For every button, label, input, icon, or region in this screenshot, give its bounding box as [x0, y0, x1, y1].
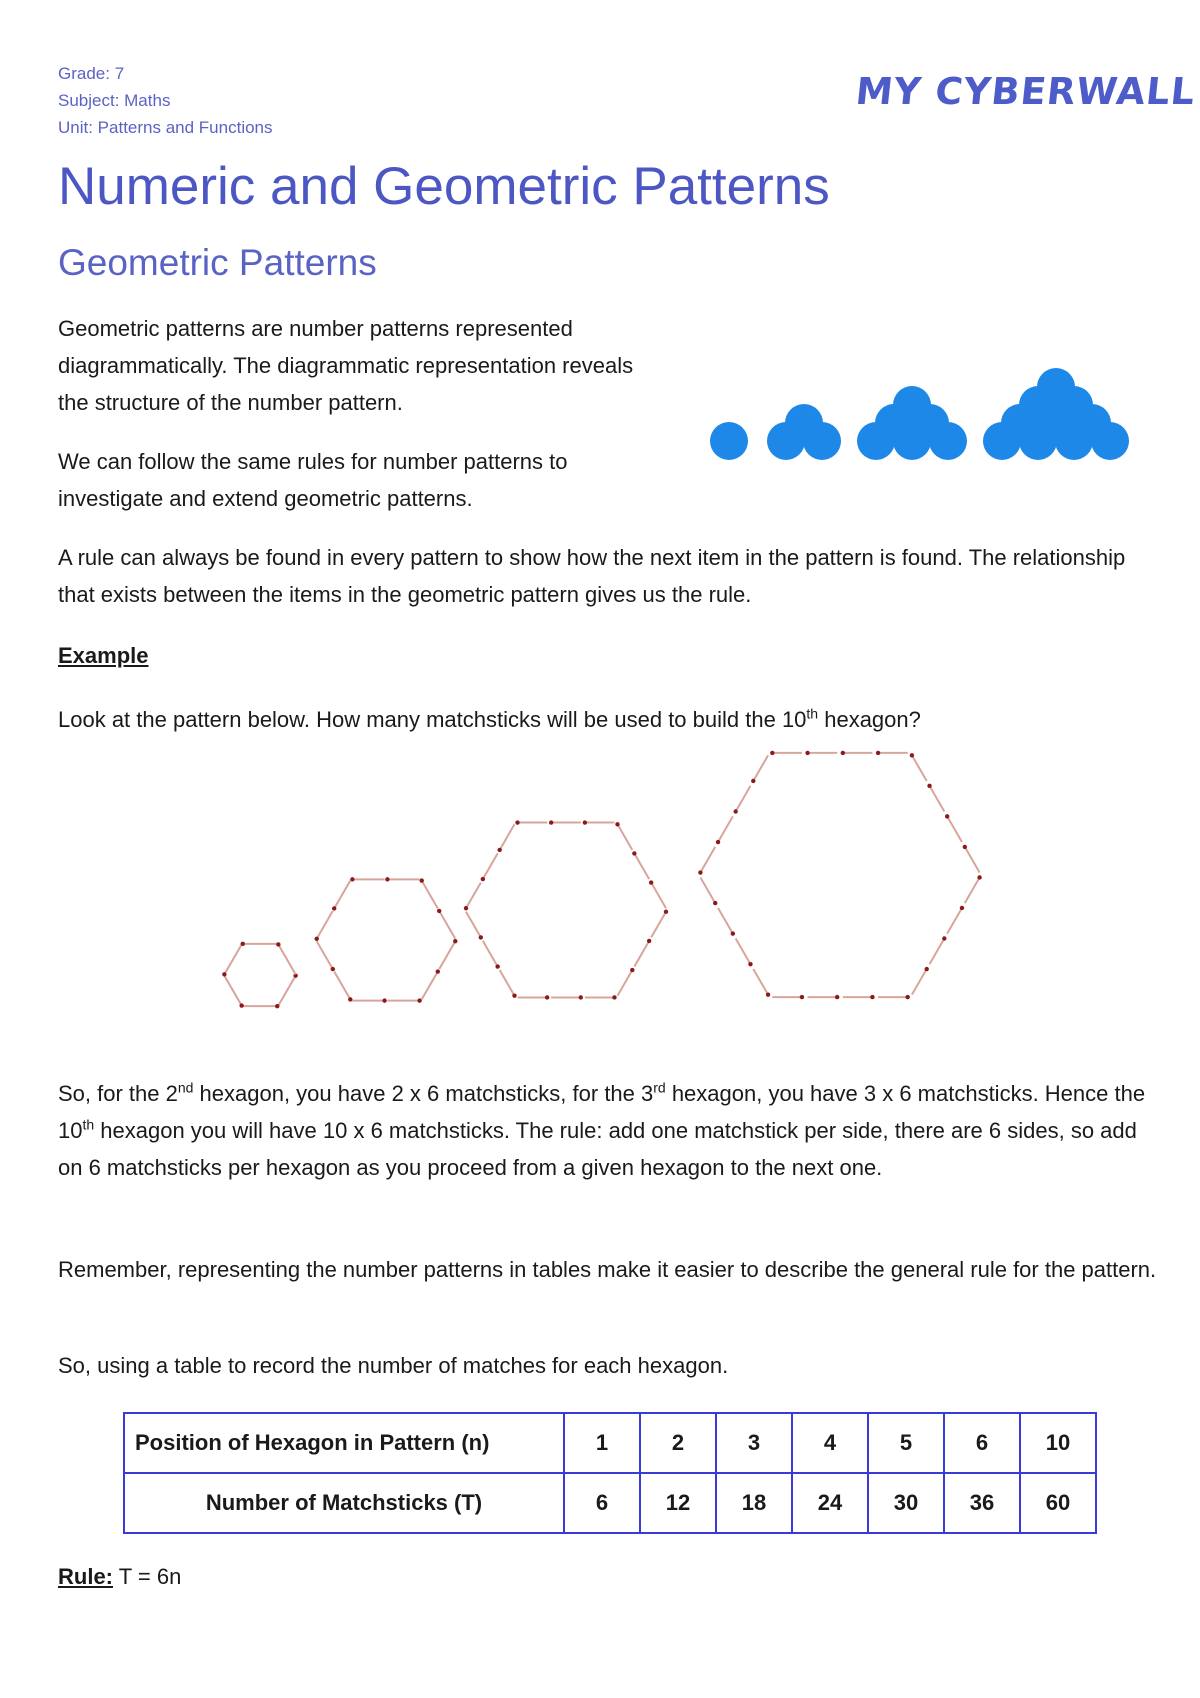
matchstick-head [615, 822, 619, 826]
row-header-matchsticks: Number of Matchsticks (T) [124, 1473, 564, 1533]
matchstick [466, 883, 481, 909]
matchstick [422, 881, 438, 909]
matchstick [618, 970, 633, 996]
matchstick [651, 912, 666, 938]
table-cell: 3 [716, 1413, 792, 1473]
matchstick-head [549, 820, 553, 824]
matchstick-head [716, 840, 720, 844]
matchstick-head [222, 972, 226, 976]
matchstick-head [870, 995, 874, 999]
matchstick-head [647, 939, 651, 943]
brand-logo: MY CYBERWALL [853, 70, 1198, 113]
matchstick-head [805, 751, 809, 755]
matchstick [334, 881, 350, 909]
table-row-matchsticks [124, 1473, 1096, 1533]
matchstick-head [733, 809, 737, 813]
matchstick [651, 883, 666, 909]
explanation-paragraph: So, for the 2nd hexagon, you have 2 x 6 matchsticks, for the 3rd hexagon, you have 3 x 6 matchsticks. Hence the 10th hexagon you will have 10 x 6 matchsticks. The rule: add one matchstick per side, there are 6 sides, so add on 6 matchsticks per hexagon as you proceed from a given hexagon to the next one. [58, 1079, 1146, 1180]
table-cell: 10 [1020, 1413, 1096, 1473]
matchstick [736, 786, 751, 812]
table-cell: 6 [944, 1413, 1020, 1473]
table-row-positions [124, 1413, 1096, 1473]
matchstick-head [417, 998, 421, 1002]
matchstick [439, 911, 455, 939]
table-cell: 1 [564, 1413, 640, 1473]
matchstick [224, 976, 241, 1006]
pattern-dot [785, 404, 823, 442]
matchstick-head [963, 845, 967, 849]
matchstick-head [835, 995, 839, 999]
matchstick-head [420, 878, 424, 882]
matchstick [317, 911, 333, 939]
matchstick-head [275, 1004, 279, 1008]
matchstick-head [876, 751, 880, 755]
matchstick-head [497, 848, 501, 852]
matchstick [930, 786, 945, 812]
matchstick [965, 877, 980, 903]
triangular-dot-pattern [708, 326, 1128, 476]
matchstick-head [348, 997, 352, 1001]
matchstick [466, 912, 481, 938]
matchstick-head [731, 931, 735, 935]
rule-value: T = 6n [113, 1564, 182, 1589]
matchstick-head [748, 962, 752, 966]
matchstick [317, 941, 333, 969]
page-title: Numeric and Geometric Patterns [58, 157, 830, 216]
matchstick [422, 972, 438, 1000]
table-intro: So, using a table to record the number of matches for each hexagon. [58, 1353, 729, 1378]
matchstick [483, 853, 498, 879]
matchstick-head [385, 877, 389, 881]
matchstick-head [800, 995, 804, 999]
matchstick-head [713, 901, 717, 905]
table-cell: 24 [792, 1473, 868, 1533]
matchstick-head [239, 1003, 243, 1007]
matchstick [500, 824, 515, 850]
matchstick-head [977, 875, 981, 879]
matchstick-head [512, 994, 516, 998]
matchstick-head [481, 877, 485, 881]
matchstick-head [382, 998, 386, 1002]
remember-paragraph: Remember, representing the number patterns in tables make it easier to describe the general rule for the pattern. [58, 1257, 1157, 1282]
matchstick-head [945, 814, 949, 818]
matchstick-head [479, 935, 483, 939]
matchstick [700, 877, 715, 903]
matchstick [700, 847, 715, 873]
matchstick [278, 976, 295, 1006]
matchstick-head [770, 751, 774, 755]
matchstick-table [123, 1412, 1097, 1534]
row-header-position: Position of Hexagon in Pattern (n) [124, 1413, 564, 1473]
matchstick-head [910, 753, 914, 757]
matchstick [736, 938, 751, 964]
matchstick [930, 938, 945, 964]
matchstick-head [315, 937, 319, 941]
matchstick-head [241, 942, 245, 946]
pattern-dot [893, 386, 931, 424]
rule-statement [58, 1558, 181, 1595]
matchstick-head [927, 784, 931, 788]
matchstick-head [766, 992, 770, 996]
matchstick-head [579, 995, 583, 999]
matchstick [334, 972, 350, 1000]
matchstick-head [942, 936, 946, 940]
matchstick [439, 941, 455, 969]
table-cell: 36 [944, 1473, 1020, 1533]
matchstick-head [332, 906, 336, 910]
matchstick [278, 944, 295, 974]
matchstick [718, 908, 733, 934]
matchstick-hexagon-pattern [200, 755, 1200, 1035]
table-cell: 18 [716, 1473, 792, 1533]
matchstick-head [751, 779, 755, 783]
matchstick [718, 816, 733, 842]
table-cell: 6 [564, 1473, 640, 1533]
example-heading: Example [58, 643, 149, 668]
matchstick [912, 969, 927, 995]
matchstick [965, 847, 980, 873]
matchstick-head [649, 880, 653, 884]
table-cell: 60 [1020, 1473, 1096, 1533]
matchstick-head [630, 968, 634, 972]
example-question: Look at the pattern below. How many matchsticks will be used to build the 10th hexagon? [58, 705, 921, 732]
matchstick [634, 853, 649, 879]
matchstick-head [453, 939, 457, 943]
table-cell: 30 [868, 1473, 944, 1533]
matchstick [634, 941, 649, 967]
matchstick [947, 816, 962, 842]
matchstick [912, 755, 927, 781]
matchstick-head [437, 909, 441, 913]
matchstick [618, 824, 633, 850]
intro-paragraph-2: We can follow the same rules for number patterns to investigate and extend geometric patterns. [58, 449, 568, 511]
matchstick-head [583, 820, 587, 824]
subject-label: Subject: Maths [58, 91, 171, 110]
matchstick-head [612, 995, 616, 999]
matchstick-head [495, 964, 499, 968]
rule-label: Rule: [58, 1564, 113, 1589]
section-title: Geometric Patterns [58, 242, 377, 283]
matchstick [483, 941, 498, 967]
matchstick-head [545, 995, 549, 999]
intro-paragraph-1: Geometric patterns are number patterns represented diagrammatically. The diagrammatic representation reveals the structure of the number pattern. [58, 316, 634, 415]
matchstick-head [632, 851, 636, 855]
pattern-dot [1037, 368, 1075, 406]
matchstick-head [664, 910, 668, 914]
matchstick-head [331, 967, 335, 971]
matchstick [753, 969, 768, 995]
matchstick-head [464, 906, 468, 910]
matchstick-head [905, 995, 909, 999]
pattern-dot [710, 422, 748, 460]
matchstick [947, 908, 962, 934]
matchstick [224, 944, 241, 974]
matchstick-head [436, 969, 440, 973]
matchstick [753, 755, 768, 781]
rule-paragraph: A rule can always be found in every pattern to show how the next item in the pattern is found. The relationship that exists between the items in the geometric pattern gives us the rule. [58, 545, 1126, 607]
matchstick-head [515, 820, 519, 824]
matchstick-head [276, 942, 280, 946]
table-cell: 2 [640, 1413, 716, 1473]
matchstick-head [841, 751, 845, 755]
matchstick-head [925, 967, 929, 971]
unit-label: Unit: Patterns and Functions [58, 118, 273, 137]
table-cell: 4 [792, 1413, 868, 1473]
matchstick-head [698, 870, 702, 874]
matchstick [500, 970, 515, 996]
grade-label: Grade: 7 [58, 64, 125, 83]
table-cell: 5 [868, 1413, 944, 1473]
table-cell: 12 [640, 1473, 716, 1533]
matchstick-head [350, 877, 354, 881]
matchstick-head [960, 906, 964, 910]
document-meta [58, 60, 273, 141]
